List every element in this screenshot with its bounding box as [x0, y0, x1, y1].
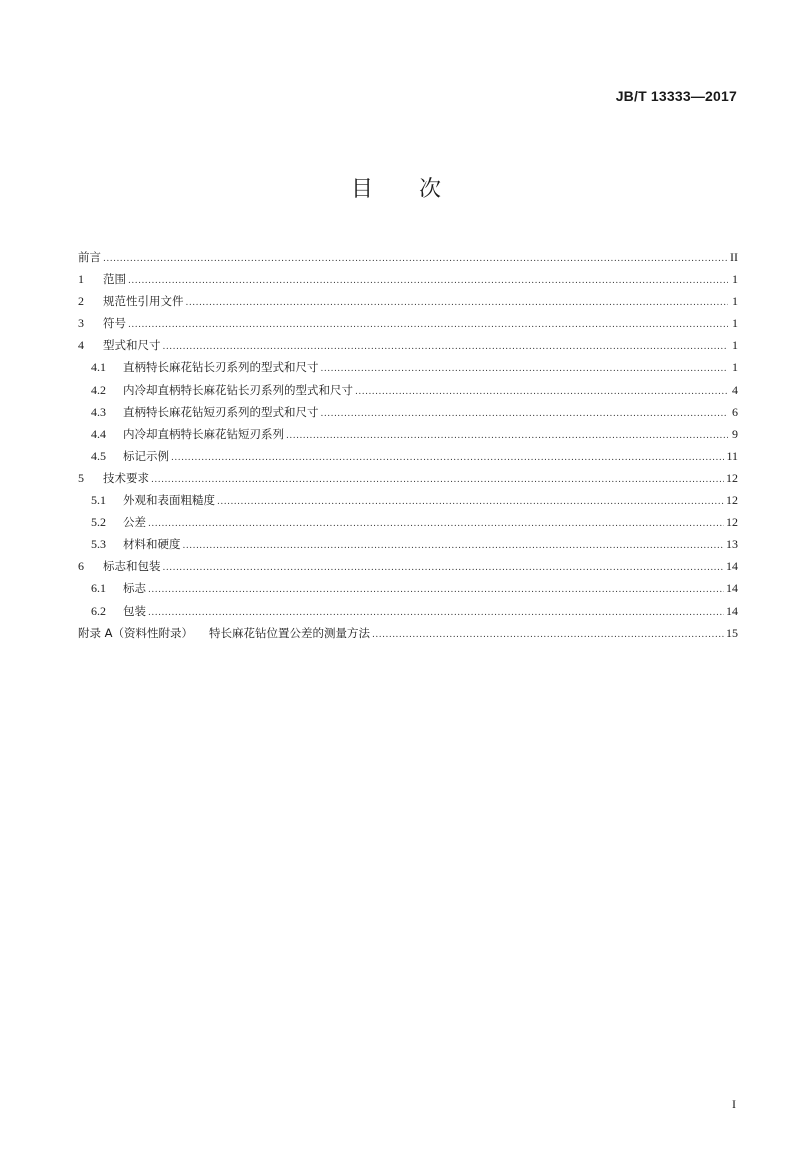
toc-entry-label: 标志和包装	[103, 559, 161, 574]
toc-entry-label: 型式和尺寸	[103, 338, 161, 353]
dot-leader	[128, 270, 728, 292]
toc-entry-page: 13	[726, 537, 738, 552]
toc-entry-label: 内冷却直柄特长麻花钻短刃系列	[123, 426, 284, 441]
dot-leader	[183, 535, 725, 557]
toc-entry-number: 3	[78, 316, 84, 331]
toc-entry-number: 5.3	[91, 537, 106, 552]
toc-entry-label: 直柄特长麻花钻短刃系列的型式和尺寸	[123, 404, 319, 419]
toc-entry-page: II	[730, 250, 738, 264]
dot-leader	[372, 624, 724, 646]
toc-entry-6[interactable]	[78, 555, 738, 577]
toc-entry-4-1[interactable]	[78, 356, 738, 378]
dot-leader	[355, 381, 728, 403]
toc-entry-label: 符号	[103, 316, 126, 331]
dot-leader	[321, 403, 729, 425]
dot-leader	[148, 579, 724, 601]
toc-entry-page: 14	[726, 603, 738, 618]
toc-entry-page: 11	[726, 448, 738, 463]
toc-entry-1[interactable]	[78, 268, 738, 290]
toc-entry-6-1[interactable]	[78, 577, 738, 599]
toc-entry-number: 6.1	[91, 581, 106, 596]
toc-entry-foreword[interactable]	[78, 246, 738, 268]
toc-entry-page: 6	[732, 404, 738, 419]
toc-entry-page: 1	[732, 316, 738, 331]
toc-entry-number: 1	[78, 272, 84, 287]
toc-entry-4[interactable]	[78, 334, 738, 356]
toc-entry-number: 5.1	[91, 493, 106, 508]
dot-leader	[128, 314, 728, 336]
toc-entry-3[interactable]	[78, 312, 738, 334]
toc-entry-label: 外观和表面粗糙度	[123, 493, 215, 508]
dot-leader	[321, 358, 729, 380]
dot-leader	[148, 602, 724, 624]
toc-entry-page: 4	[732, 382, 738, 397]
toc-entry-4-5[interactable]	[78, 445, 738, 467]
toc-entry-page: 14	[726, 559, 738, 574]
toc-entry-4-3[interactable]	[78, 401, 738, 423]
toc-entry-page: 15	[726, 625, 738, 640]
toc-entry-number: 5.2	[91, 515, 106, 530]
toc-entry-number: 4.2	[91, 382, 106, 397]
toc-entry-page: 1	[732, 338, 738, 353]
toc-entry-page: 14	[726, 581, 738, 596]
dot-leader	[286, 425, 728, 447]
toc-entry-label: 前言	[78, 250, 101, 264]
standard-code: JB/T 13333—2017	[615, 88, 737, 104]
toc-entry-page: 1	[732, 272, 738, 287]
dot-leader	[151, 469, 724, 491]
toc-entry-label: 特长麻花钻位置公差的测量方法	[209, 625, 371, 640]
toc-entry-5-1[interactable]	[78, 489, 738, 511]
toc-entry-number: 4.3	[91, 404, 106, 419]
toc-entry-number: 4.1	[91, 360, 106, 375]
title-char-1: 目	[350, 177, 373, 202]
title-char-2: 次	[419, 177, 442, 202]
toc-entry-number: 4	[78, 338, 84, 353]
toc-entry-page: 9	[732, 426, 738, 441]
toc-entry-2[interactable]	[78, 290, 738, 312]
table-of-contents	[78, 246, 738, 644]
toc-entry-5-2[interactable]	[78, 511, 738, 533]
toc-entry-4-2[interactable]	[78, 379, 738, 401]
toc-entry-number: 5	[78, 470, 84, 485]
footer-page-number: I	[732, 1097, 736, 1111]
toc-entry-label: 直柄特长麻花钻长刃系列的型式和尺寸	[123, 360, 319, 375]
toc-entry-label: 公差	[123, 515, 146, 530]
toc-entry-label: 内冷却直柄特长麻花钻长刃系列的型式和尺寸	[123, 382, 353, 397]
toc-entry-label: 标志	[123, 581, 146, 596]
page-title	[0, 172, 792, 203]
toc-entry-number: 4.5	[91, 448, 106, 463]
toc-entry-number: 2	[78, 294, 84, 309]
toc-entry-label: 标记示例	[123, 448, 169, 463]
toc-entry-page: 12	[726, 470, 738, 485]
toc-entry-page: 1	[732, 294, 738, 309]
toc-entry-number: 4.4	[91, 426, 106, 441]
dot-leader	[217, 491, 724, 513]
dot-leader	[163, 557, 725, 579]
dot-leader	[103, 248, 728, 270]
dot-leader	[171, 447, 724, 469]
toc-entry-number: 6.2	[91, 603, 106, 618]
toc-entry-label: 技术要求	[103, 470, 149, 485]
toc-entry-page: 1	[732, 360, 738, 375]
dot-leader	[186, 292, 729, 314]
toc-entry-6-2[interactable]	[78, 600, 738, 622]
toc-entry-label: 范围	[103, 272, 126, 287]
toc-entry-5[interactable]	[78, 467, 738, 489]
toc-entry-label: 规范性引用文件	[103, 294, 184, 309]
toc-entry-label: 材料和硬度	[123, 537, 181, 552]
dot-leader	[148, 513, 724, 535]
toc-entry-page: 12	[726, 493, 738, 508]
dot-leader	[163, 336, 729, 358]
appendix-prefix: 附录 A（资料性附录）	[78, 625, 194, 640]
toc-entry-page: 12	[726, 515, 738, 530]
toc-entry-4-4[interactable]	[78, 423, 738, 445]
toc-entry-5-3[interactable]	[78, 533, 738, 555]
toc-entry-appendix-a[interactable]	[78, 622, 738, 644]
toc-entry-label: 包装	[123, 603, 146, 618]
toc-entry-number: 6	[78, 559, 84, 574]
